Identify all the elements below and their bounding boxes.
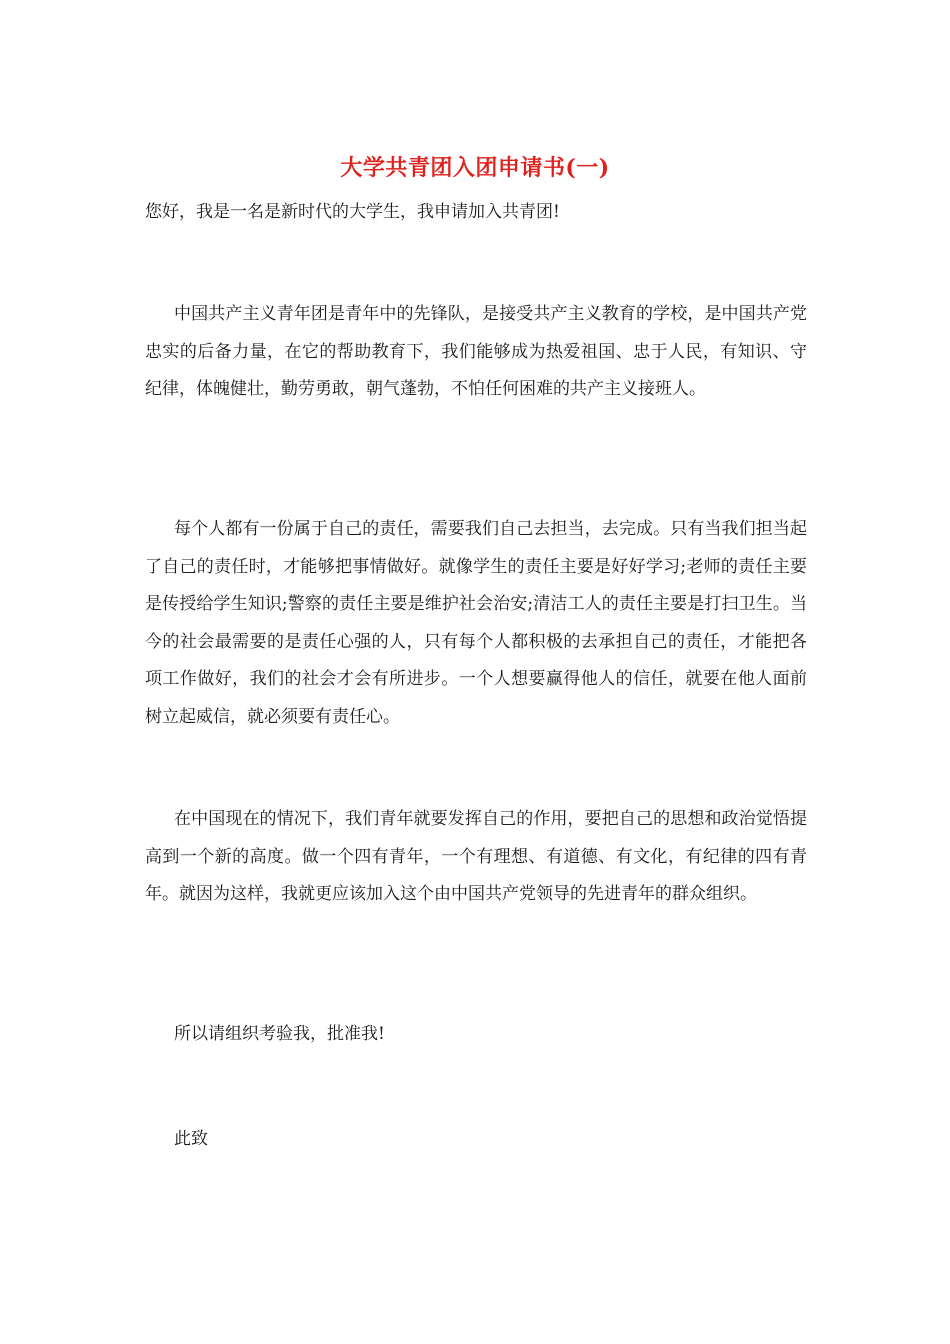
paragraph-closing-request: 所以请组织考验我，批准我! bbox=[174, 1024, 385, 1044]
paragraph-3: 在中国现在的情况下，我们青年就要发挥自己的作用，要把自己的思想和政治觉悟提高到一个新的高度。做一个四有青年，一个有理想、有道德、有文化，有纪律的四有青年。就因为这样，我就更应该加入这个由中国共产党领导的先进青年的群众组织。 bbox=[145, 809, 807, 904]
document-title: 大学共青团入团申请书(一) bbox=[340, 155, 610, 181]
paragraph-2: 每个人都有一份属于自己的责任，需要我们自己去担当，去完成。只有当我们担当起了自己的责任时，才能够把事情做好。就像学生的责任主要是好好学习;老师的责任主要是传授给学生知识;警察的责任主要是维护社会治安;清洁工人的责任主要是打扫卫生。当今的社会最需要的是责任心强的人，只有每个人都积极的去承担自己的责任，才能把各项工作做好，我们的社会才会有所进步。一个人想要赢得他人的信任，就要在他人面前树立起威信，就必须要有责任心。 bbox=[145, 519, 807, 727]
paragraph-salutation: 此致 bbox=[174, 1129, 208, 1149]
greeting-line: 您好，我是一名是新时代的大学生，我申请加入共青团! bbox=[145, 202, 560, 222]
paragraph-1: 中国共产主义青年团是青年中的先锋队，是接受共产主义教育的学校，是中国共产党忠实的后备力量，在它的帮助教育下，我们能够成为热爱祖国、忠于人民，有知识、守纪律，体魄健壮，勤劳勇敢，朝气蓬勃，不怕任何困难的共产主义接班人。 bbox=[145, 304, 807, 399]
